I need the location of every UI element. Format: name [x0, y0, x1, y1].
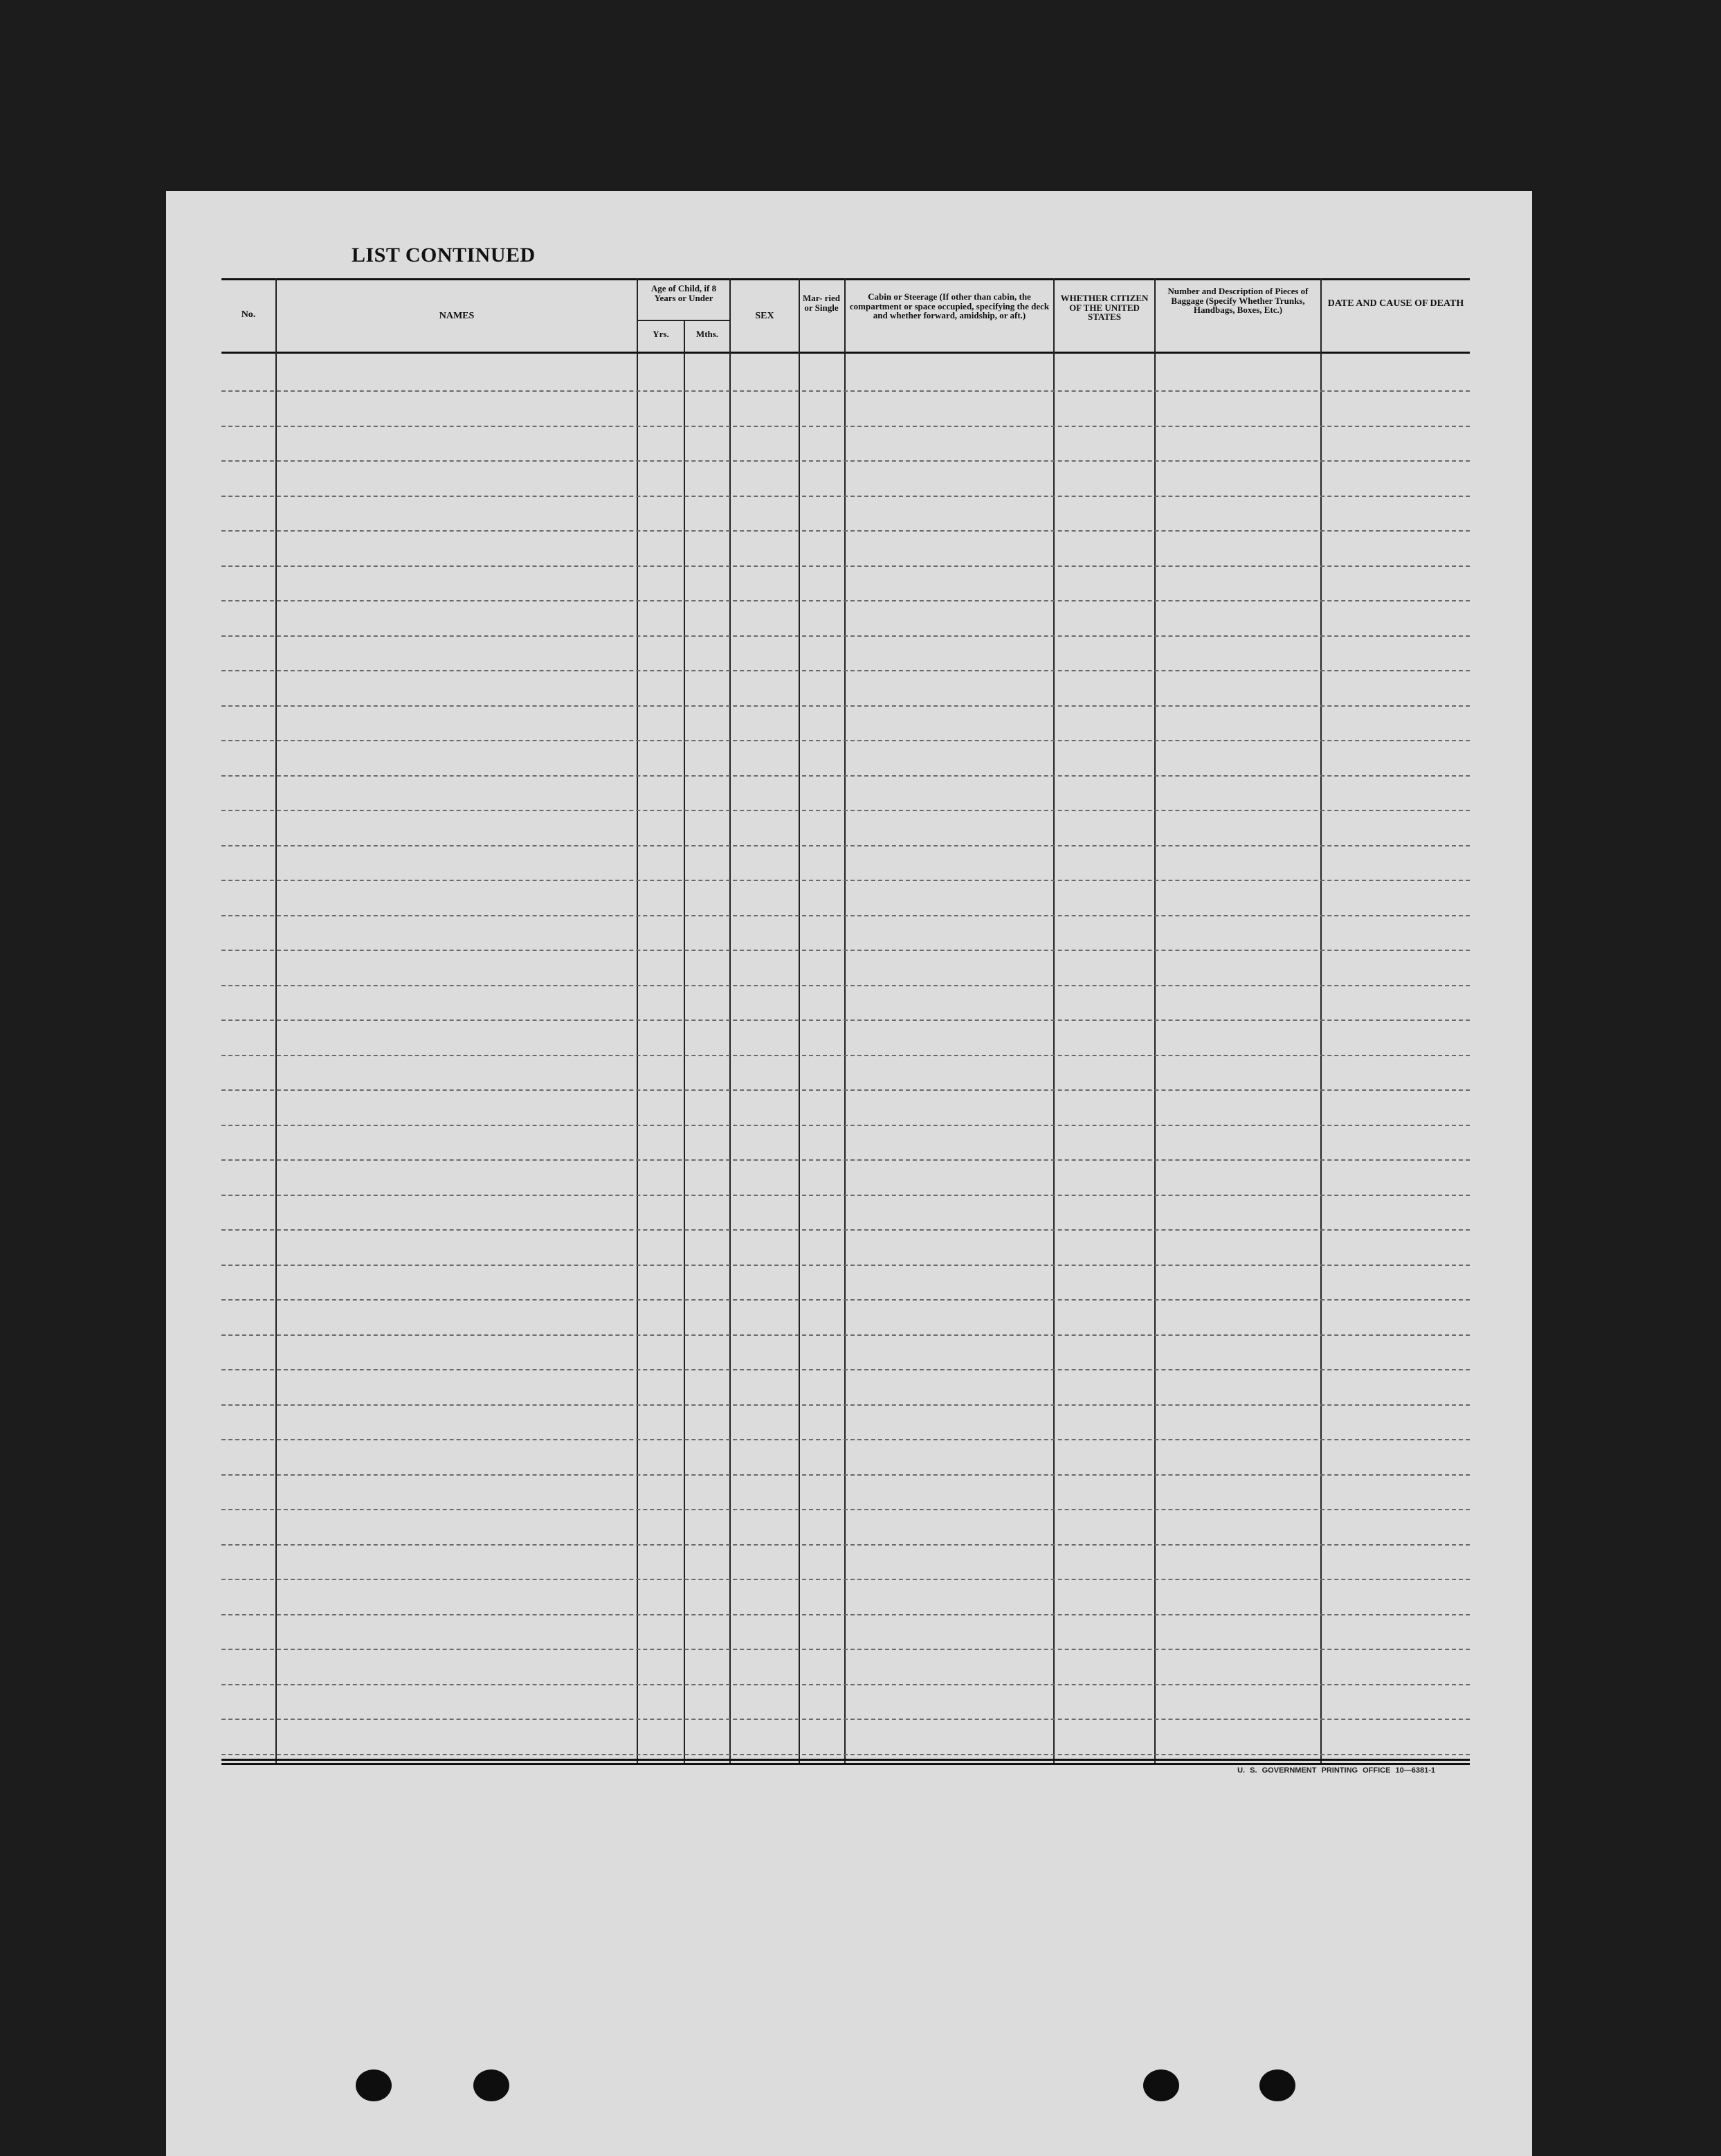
header-sex: SEX: [755, 311, 774, 321]
table-row: [221, 915, 1470, 916]
table-row: [221, 1195, 1470, 1196]
column-divider: [799, 278, 800, 1765]
table-row: [221, 1229, 1470, 1231]
table-bottom-rule: [221, 1759, 1470, 1761]
punch-hole: [1259, 2069, 1295, 2101]
table-row: [221, 880, 1470, 881]
column-divider: [1053, 278, 1055, 1765]
table-row: [221, 565, 1470, 567]
table-row: [221, 600, 1470, 601]
table-row: [221, 1614, 1470, 1615]
table-row: [221, 1125, 1470, 1126]
table-bottom-rule: [221, 1763, 1470, 1765]
header-baggage: Number and Description of Pieces of Baggage (Specify Whether Trunks, Handbags, Boxes, Etc.): [1167, 286, 1309, 316]
table-row: [221, 950, 1470, 951]
table-row: [221, 1089, 1470, 1091]
table-row: [221, 460, 1470, 462]
table-row: [221, 390, 1470, 392]
header-names: NAMES: [439, 311, 475, 321]
header-cabin: Cabin or Steerage (If other than cabin, the compartment or space occupied, specifying the deck and whether forward, amidship, or aft.): [849, 291, 1050, 321]
column-divider: [637, 278, 638, 1765]
punch-hole: [356, 2069, 392, 2101]
table-row: [221, 1684, 1470, 1685]
passenger-table: [221, 278, 1470, 1765]
form-sheet: [166, 191, 1532, 2156]
table-row: [221, 985, 1470, 986]
table-row: [221, 1544, 1470, 1546]
table-row: [221, 1299, 1470, 1301]
column-divider: [844, 278, 846, 1765]
punch-hole: [473, 2069, 509, 2101]
table-row: [221, 1649, 1470, 1650]
punch-hole: [1143, 2069, 1179, 2101]
header-yrs: Yrs.: [653, 329, 669, 339]
table-row: [221, 775, 1470, 777]
header-date-cause-death: DATE AND CAUSE OF DEATH: [1327, 298, 1464, 309]
header-citizen: WHETHER CITIZEN OF THE UNITED STATES: [1060, 293, 1149, 323]
table-row: [221, 635, 1470, 637]
table-row: [221, 705, 1470, 707]
table-row: [221, 1159, 1470, 1161]
table-row: [221, 1404, 1470, 1406]
header-mths: Mths.: [695, 329, 719, 339]
table-row: [221, 1369, 1470, 1370]
table-row: [221, 496, 1470, 497]
table-row: [221, 845, 1470, 846]
header-no: No.: [241, 309, 256, 320]
table-row: [221, 1719, 1470, 1720]
table-row: [221, 1509, 1470, 1510]
printer-imprint: U. S. GOVERNMENT PRINTING OFFICE 10—6381-1: [1237, 1766, 1435, 1775]
table-row: [221, 1474, 1470, 1476]
header-age-of-child: Age of Child, if 8 Years or Under: [650, 283, 717, 303]
table-row: [221, 1439, 1470, 1440]
table-row: [221, 1579, 1470, 1580]
table-top-rule: [221, 278, 1470, 280]
table-row: [221, 1265, 1470, 1266]
table-row: [221, 810, 1470, 811]
table-row: [221, 530, 1470, 532]
column-divider: [1154, 278, 1156, 1765]
table-row: [221, 1020, 1470, 1021]
header-married: Mar- ried or Single: [802, 293, 841, 313]
header-bottom-rule: [221, 352, 1470, 354]
table-row: [221, 740, 1470, 741]
age-subheader-rule: [637, 320, 731, 321]
table-row: [221, 1754, 1470, 1755]
column-divider: [729, 278, 731, 1765]
table-row: [221, 1055, 1470, 1056]
table-row: [221, 426, 1470, 427]
column-divider: [684, 321, 685, 1765]
column-divider: [275, 278, 277, 1765]
column-divider: [1320, 278, 1322, 1765]
bleed-through-text: [650, 1963, 664, 2004]
form-title: LIST CONTINUED: [352, 244, 536, 266]
table-row: [221, 1334, 1470, 1336]
table-row: [221, 670, 1470, 671]
